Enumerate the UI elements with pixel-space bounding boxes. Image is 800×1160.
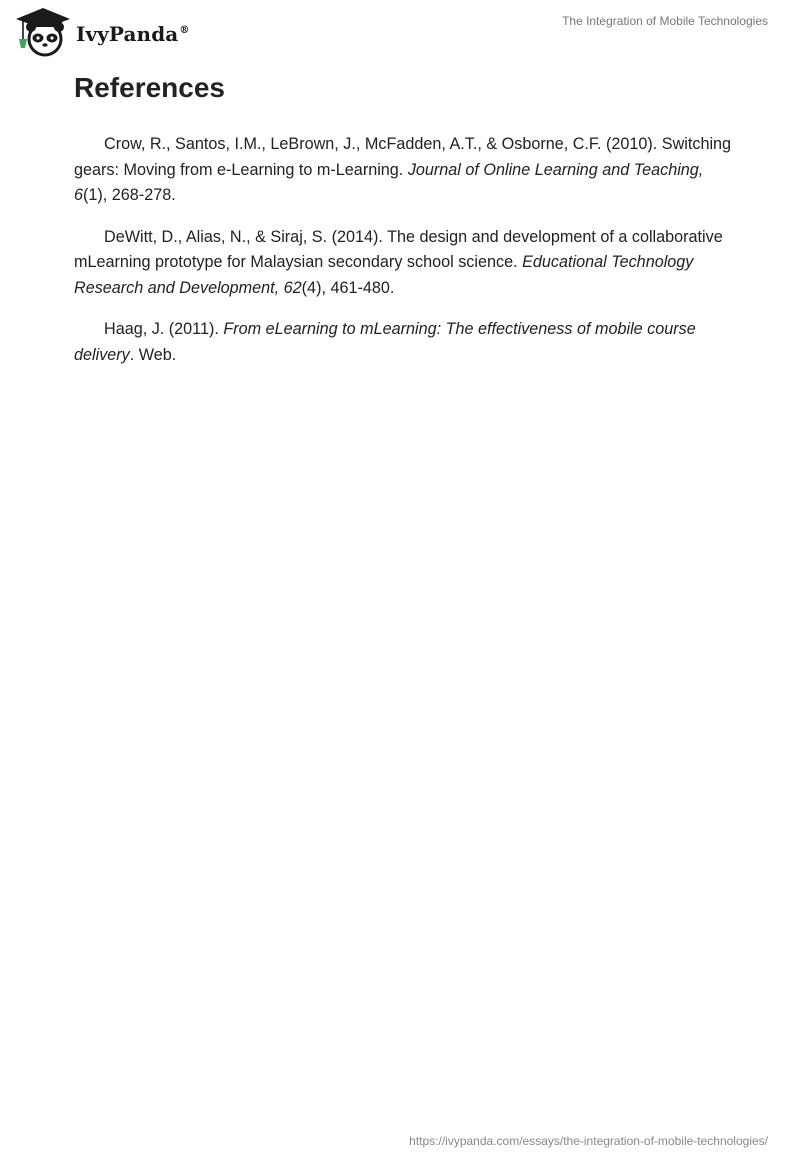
document-title: The Integration of Mobile Technologies bbox=[562, 14, 768, 28]
reference-text: DeWitt, D., Alias, N., & Siraj, S. (2014). The design and development of a collaborative mLearning prototype for Malaysian secondary school science. bbox=[74, 227, 723, 271]
reference-entry bbox=[74, 317, 734, 368]
reference-entry bbox=[74, 225, 734, 302]
brand-logo[interactable] bbox=[14, 6, 189, 58]
brand-name bbox=[76, 22, 189, 46]
reference-text: Crow, R., Santos, I.M., LeBrown, J., McFadden, A.T., & Osborne, C.F. (2010). Switching gears: Moving from e-Learning to m-Learning. bbox=[74, 135, 732, 179]
reference-source: From eLearning to mLearning: The effectiveness of mobile course delivery bbox=[74, 320, 696, 364]
page-title: References bbox=[74, 72, 225, 103]
reference-source: Journal of Online Learning and Teaching, 6 bbox=[74, 160, 704, 204]
source-url[interactable]: https://ivypanda.com/essays/the-integration-of-mobile-technologies/ bbox=[409, 1134, 768, 1148]
brand-name-text: IvyPanda bbox=[76, 22, 179, 46]
reference-list bbox=[74, 132, 734, 384]
reference-text: Haag, J. (2011). bbox=[104, 320, 224, 338]
reference-details: (1), 268-278. bbox=[83, 186, 176, 204]
registered-mark: ® bbox=[179, 25, 190, 37]
reference-details: (4), 461-480. bbox=[301, 278, 395, 297]
reference-entry bbox=[74, 132, 734, 209]
reference-source: Educational Technology Research and Development, 62 bbox=[74, 253, 694, 297]
panda-graduation-cap-icon bbox=[14, 6, 72, 58]
reference-details: . Web. bbox=[129, 345, 177, 364]
